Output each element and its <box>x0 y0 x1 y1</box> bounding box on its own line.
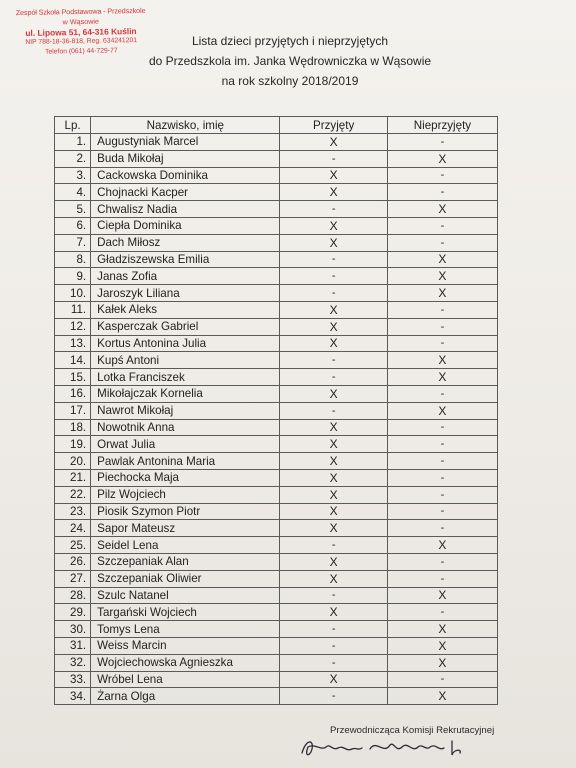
cell-accepted: - <box>280 201 387 218</box>
cell-rejected: X <box>387 621 497 638</box>
cell-accepted: X <box>280 217 387 234</box>
cell-lp: 33. <box>55 671 91 688</box>
table-row <box>55 637 498 654</box>
cell-rejected: - <box>387 234 497 251</box>
table-row <box>55 301 498 318</box>
cell-name: Targański Wojciech <box>91 604 280 621</box>
table-row <box>55 352 498 369</box>
cell-name: Piechocka Maja <box>91 469 280 486</box>
cell-rejected: X <box>387 537 497 554</box>
cell-rejected: X <box>387 251 497 268</box>
cell-name: Wojciechowska Agnieszka <box>91 654 280 671</box>
cell-accepted: X <box>280 453 387 470</box>
cell-rejected: - <box>387 503 497 520</box>
cell-lp: 12. <box>55 318 91 335</box>
cell-accepted: X <box>280 385 387 402</box>
cell-rejected: - <box>387 167 497 184</box>
table-row <box>55 654 498 671</box>
table-row <box>55 436 498 453</box>
cell-name: Szczepaniak Oliwier <box>91 570 280 587</box>
cell-lp: 34. <box>55 688 91 705</box>
cell-lp: 10. <box>55 285 91 302</box>
cell-name: Tomys Lena <box>91 621 280 638</box>
cell-name: Buda Mikołaj <box>91 150 280 167</box>
cell-name: Mikołajczak Kornelia <box>91 385 280 402</box>
cell-accepted: X <box>280 671 387 688</box>
cell-name: Chojnacki Kacper <box>91 184 280 201</box>
header-rejected: Nieprzyjęty <box>387 117 497 134</box>
cell-accepted: X <box>280 604 387 621</box>
cell-accepted: - <box>280 150 387 167</box>
cell-name: Żarna Olga <box>91 688 280 705</box>
cell-rejected: - <box>387 217 497 234</box>
cell-name: Szczepaniak Alan <box>91 553 280 570</box>
table-header-row <box>55 117 498 134</box>
table-row <box>55 621 498 638</box>
stamp-line: Telefon (061) 44-729-77 <box>45 47 118 56</box>
cell-accepted: - <box>280 402 387 419</box>
cell-lp: 25. <box>55 537 91 554</box>
cell-accepted: X <box>280 503 387 520</box>
cell-rejected: X <box>387 150 497 167</box>
cell-rejected: X <box>387 402 497 419</box>
cell-accepted: X <box>280 134 387 151</box>
cell-name: Dach Miłosz <box>91 234 280 251</box>
table-row <box>55 402 498 419</box>
cell-lp: 14. <box>55 352 91 369</box>
cell-name: Orwat Julia <box>91 436 280 453</box>
table-row <box>55 671 498 688</box>
table-row <box>55 167 498 184</box>
table-row <box>55 234 498 251</box>
table-row <box>55 587 498 604</box>
cell-rejected: - <box>387 318 497 335</box>
cell-lp: 15. <box>55 369 91 386</box>
table-row <box>55 604 498 621</box>
cell-name: Kasperczak Gabriel <box>91 318 280 335</box>
cell-rejected: - <box>387 604 497 621</box>
cell-rejected: X <box>387 654 497 671</box>
cell-name: Kupś Antoni <box>91 352 280 369</box>
cell-lp: 27. <box>55 570 91 587</box>
cell-rejected: - <box>387 469 497 486</box>
cell-rejected: - <box>387 419 497 436</box>
cell-lp: 1. <box>55 134 91 151</box>
cell-name: Augustyniak Marcel <box>91 134 280 151</box>
signature-title: Przewodnicząca Komisji Rekrutacyjnej <box>330 725 495 736</box>
cell-accepted: - <box>280 285 387 302</box>
cell-lp: 31. <box>55 637 91 654</box>
cell-accepted: X <box>280 318 387 335</box>
title-line: do Przedszkola im. Janka Wędrowniczka w Wąsowie <box>148 54 432 68</box>
cell-lp: 2. <box>55 150 91 167</box>
cell-accepted: X <box>280 486 387 503</box>
cell-rejected: X <box>387 352 497 369</box>
cell-name: Gładziszewska Emilia <box>91 251 280 268</box>
cell-rejected: X <box>387 637 497 654</box>
cell-rejected: - <box>387 184 497 201</box>
cell-lp: 26. <box>55 553 91 570</box>
cell-name: Kortus Antonina Julia <box>91 335 280 352</box>
cell-rejected: - <box>387 453 497 470</box>
cell-accepted: X <box>280 553 387 570</box>
cell-lp: 23. <box>55 503 91 520</box>
cell-lp: 5. <box>55 201 91 218</box>
cell-lp: 32. <box>55 654 91 671</box>
cell-name: Lotka Franciszek <box>91 369 280 386</box>
table-row <box>55 201 498 218</box>
cell-rejected: X <box>387 688 497 705</box>
header-lp: Lp. <box>55 117 91 134</box>
cell-rejected: - <box>387 553 497 570</box>
cell-rejected: X <box>387 201 497 218</box>
table-row <box>55 385 498 402</box>
table-row <box>55 537 498 554</box>
handwritten-signature <box>296 733 476 763</box>
table-row <box>55 217 498 234</box>
cell-lp: 3. <box>55 167 91 184</box>
cell-lp: 11. <box>55 301 91 318</box>
table-row <box>55 570 498 587</box>
stamp-line: ul. Lipowa 51, 64-316 Kuślin <box>25 26 137 38</box>
cell-rejected: - <box>387 671 497 688</box>
table-row <box>55 369 498 386</box>
cell-accepted: X <box>280 167 387 184</box>
title-line: Lista dzieci przyjętych i nieprzyjętych <box>191 34 389 48</box>
cell-name: Jaroszyk Liliana <box>91 285 280 302</box>
cell-accepted: X <box>280 184 387 201</box>
table-row <box>55 553 498 570</box>
cell-accepted: - <box>280 637 387 654</box>
cell-lp: 18. <box>55 419 91 436</box>
table-row <box>55 134 498 151</box>
cell-name: Chwalisz Nadia <box>91 201 280 218</box>
cell-name: Seidel Lena <box>91 537 280 554</box>
table-body <box>55 134 498 705</box>
cell-lp: 6. <box>55 217 91 234</box>
cell-rejected: X <box>387 285 497 302</box>
admission-table <box>54 116 498 705</box>
cell-lp: 8. <box>55 251 91 268</box>
cell-rejected: - <box>387 570 497 587</box>
cell-name: Szulc Natanel <box>91 587 280 604</box>
cell-lp: 7. <box>55 234 91 251</box>
cell-accepted: - <box>280 654 387 671</box>
cell-rejected: X <box>387 268 497 285</box>
title-line: na rok szkolny 2018/2019 <box>221 74 359 88</box>
table-row <box>55 285 498 302</box>
cell-rejected: - <box>387 335 497 352</box>
table-row <box>55 268 498 285</box>
table-row <box>55 184 498 201</box>
cell-name: Cackowska Dominika <box>91 167 280 184</box>
stamp-line: NIP 788-18-36-818, Reg. 634241201 <box>25 37 138 46</box>
cell-rejected: - <box>387 436 497 453</box>
table-row <box>55 486 498 503</box>
document-title <box>100 31 480 91</box>
cell-name: Piosik Szymon Piotr <box>91 503 280 520</box>
stamp-line: w Wąsowie <box>62 16 100 27</box>
cell-name: Kałek Aleks <box>91 301 280 318</box>
cell-lp: 19. <box>55 436 91 453</box>
cell-lp: 30. <box>55 621 91 638</box>
cell-accepted: - <box>280 352 387 369</box>
cell-name: Wróbel Lena <box>91 671 280 688</box>
cell-accepted: - <box>280 688 387 705</box>
cell-name: Weiss Marcin <box>91 637 280 654</box>
cell-rejected: - <box>387 385 497 402</box>
cell-accepted: - <box>280 369 387 386</box>
cell-rejected: X <box>387 369 497 386</box>
cell-name: Nowotnik Anna <box>91 419 280 436</box>
cell-lp: 17. <box>55 402 91 419</box>
table-row <box>55 318 498 335</box>
cell-rejected: X <box>387 587 497 604</box>
cell-rejected: - <box>387 486 497 503</box>
cell-rejected: - <box>387 301 497 318</box>
cell-accepted: - <box>280 621 387 638</box>
cell-accepted: - <box>280 587 387 604</box>
cell-lp: 22. <box>55 486 91 503</box>
cell-accepted: X <box>280 570 387 587</box>
cell-accepted: - <box>280 251 387 268</box>
stamp-line: Zespół Szkoła Podstawowa - Przedszkole <box>15 5 146 18</box>
cell-lp: 16. <box>55 385 91 402</box>
table-row <box>55 251 498 268</box>
header-accepted: Przyjęty <box>280 117 387 134</box>
cell-accepted: X <box>280 520 387 537</box>
cell-accepted: - <box>280 537 387 554</box>
table-row <box>55 520 498 537</box>
cell-name: Pilz Wojciech <box>91 486 280 503</box>
cell-lp: 20. <box>55 453 91 470</box>
cell-lp: 21. <box>55 469 91 486</box>
table-row <box>55 335 498 352</box>
table-row <box>55 419 498 436</box>
cell-lp: 4. <box>55 184 91 201</box>
cell-name: Janas Zofia <box>91 268 280 285</box>
table-row <box>55 688 498 705</box>
cell-accepted: X <box>280 335 387 352</box>
cell-accepted: X <box>280 436 387 453</box>
cell-rejected: - <box>387 520 497 537</box>
cell-accepted: - <box>280 268 387 285</box>
cell-accepted: X <box>280 419 387 436</box>
cell-lp: 28. <box>55 587 91 604</box>
table-row <box>55 150 498 167</box>
table-row <box>55 469 498 486</box>
cell-accepted: X <box>280 469 387 486</box>
cell-name: Sapor Mateusz <box>91 520 280 537</box>
cell-lp: 13. <box>55 335 91 352</box>
cell-rejected: - <box>387 134 497 151</box>
cell-lp: 29. <box>55 604 91 621</box>
header-name: Nazwisko, imię <box>91 117 280 134</box>
cell-lp: 9. <box>55 268 91 285</box>
cell-accepted: X <box>280 234 387 251</box>
cell-name: Pawlak Antonina Maria <box>91 453 280 470</box>
table-row <box>55 453 498 470</box>
cell-name: Nawrot Mikołaj <box>91 402 280 419</box>
cell-name: Ciepła Dominika <box>91 217 280 234</box>
table-row <box>55 503 498 520</box>
cell-accepted: X <box>280 301 387 318</box>
cell-lp: 24. <box>55 520 91 537</box>
